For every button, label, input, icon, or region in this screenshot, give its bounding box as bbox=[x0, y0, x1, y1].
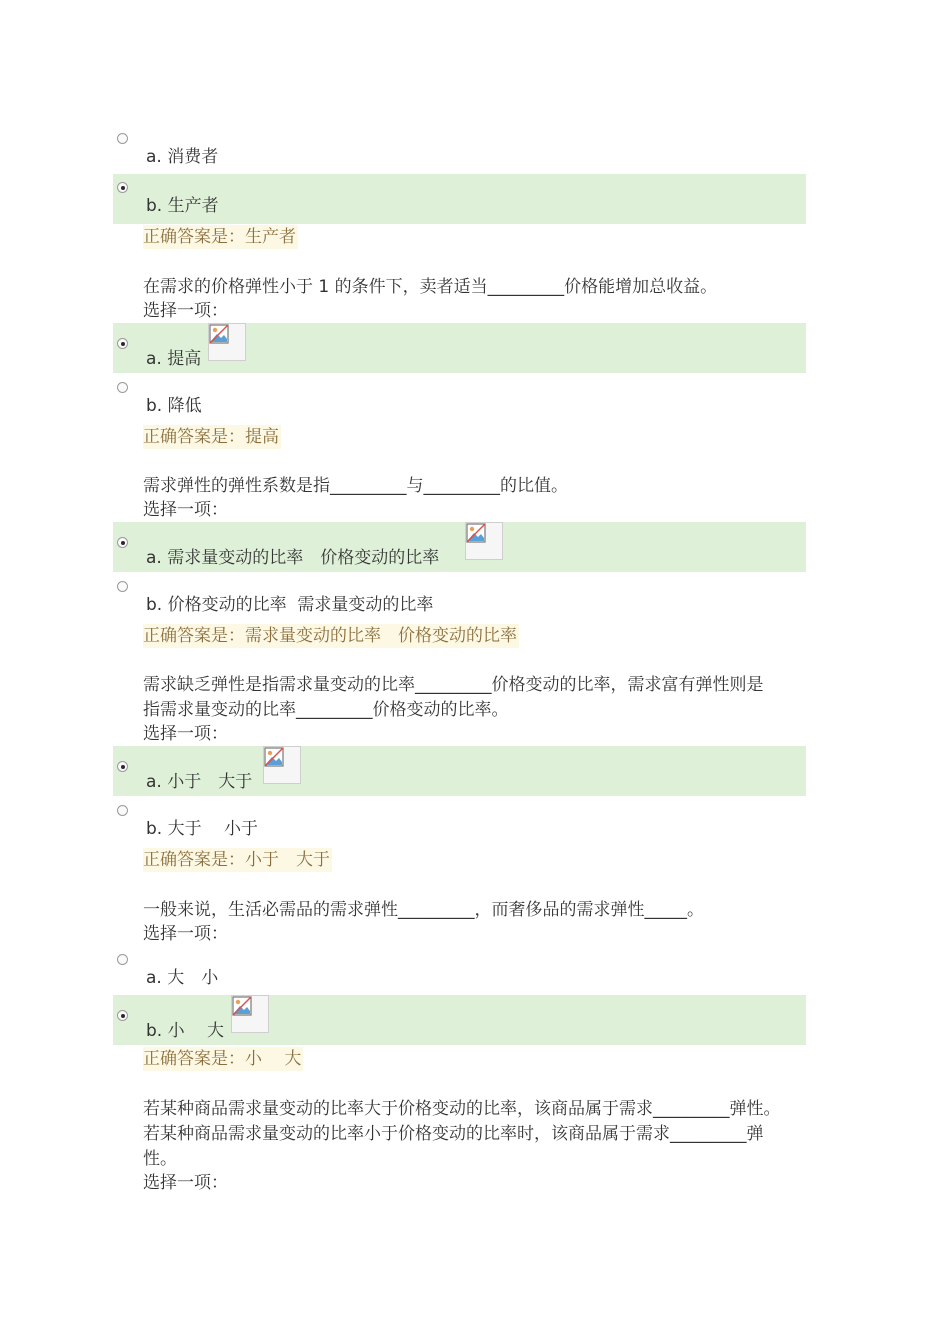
radio-q3-b[interactable] bbox=[117, 805, 128, 816]
option-q3-a[interactable]: a. 小于 大于 bbox=[146, 772, 253, 792]
correct-answer-q3: 正确答案是：小于 大于 bbox=[143, 850, 330, 870]
question-text-q5-line3: 性。 bbox=[143, 1149, 177, 1169]
radio-q1-a[interactable] bbox=[117, 338, 128, 349]
radio-q0-a[interactable] bbox=[117, 133, 128, 144]
broken-image-icon bbox=[208, 323, 246, 361]
question-text-q5-line1: 若某种商品需求量变动的比率大于价格变动的比率，该商品属于需求_________弹性。 bbox=[143, 1099, 781, 1119]
select-prompt-q2: 选择一项： bbox=[143, 500, 228, 520]
option-q4-a[interactable]: a. 大 小 bbox=[146, 968, 219, 988]
select-prompt-q4: 选择一项： bbox=[143, 924, 228, 944]
radio-q1-b[interactable] bbox=[117, 382, 128, 393]
question-text-q3-line1: 需求缺乏弹性是指需求量变动的比率_________价格变动的比率，需求富有弹性则是 bbox=[143, 675, 764, 695]
option-q0-b[interactable]: b. 生产者 bbox=[146, 196, 219, 216]
broken-image-icon bbox=[231, 995, 269, 1033]
option-q1-a[interactable]: a. 提高 bbox=[146, 349, 202, 369]
radio-q4-a[interactable] bbox=[117, 954, 128, 965]
select-prompt-q1: 选择一项： bbox=[143, 301, 228, 321]
radio-q4-b[interactable] bbox=[117, 1010, 128, 1021]
correct-answer-q4: 正确答案是：小 大 bbox=[143, 1049, 302, 1069]
question-text-q5-line2: 若某种商品需求量变动的比率小于价格变动的比率时，该商品属于需求_________弹 bbox=[143, 1124, 764, 1144]
select-prompt-q3: 选择一项： bbox=[143, 724, 228, 744]
option-q2-a[interactable]: a. 需求量变动的比率 价格变动的比率 bbox=[146, 548, 440, 568]
broken-image-icon bbox=[263, 746, 301, 784]
option-q0-a[interactable]: a. 消费者 bbox=[146, 147, 219, 167]
correct-answer-q1: 正确答案是：提高 bbox=[143, 427, 279, 447]
option-q2-b[interactable]: b. 价格变动的比率 需求量变动的比率 bbox=[146, 595, 434, 615]
radio-q0-b[interactable] bbox=[117, 182, 128, 193]
question-text-q3-line2: 指需求量变动的比率_________价格变动的比率。 bbox=[143, 700, 509, 720]
correct-answer-q0: 正确答案是：生产者 bbox=[143, 227, 296, 247]
question-text-q1: 在需求的价格弹性小于 1 的条件下，卖者适当_________价格能增加总收益。 bbox=[143, 277, 718, 297]
question-text-q2: 需求弹性的弹性系数是指_________与_________的比值。 bbox=[143, 476, 568, 496]
radio-q3-a[interactable] bbox=[117, 761, 128, 772]
radio-q2-a[interactable] bbox=[117, 537, 128, 548]
select-prompt-q5: 选择一项： bbox=[143, 1173, 228, 1193]
option-q1-b[interactable]: b. 降低 bbox=[146, 396, 202, 416]
option-q4-b[interactable]: b. 小 大 bbox=[146, 1021, 225, 1041]
broken-image-icon bbox=[465, 522, 503, 560]
option-q3-b[interactable]: b. 大于 小于 bbox=[146, 819, 259, 839]
question-text-q4: 一般来说，生活必需品的需求弹性_________，而奢侈品的需求弹性_____。 bbox=[143, 900, 704, 920]
radio-q2-b[interactable] bbox=[117, 581, 128, 592]
correct-answer-q2: 正确答案是：需求量变动的比率 价格变动的比率 bbox=[143, 626, 517, 646]
